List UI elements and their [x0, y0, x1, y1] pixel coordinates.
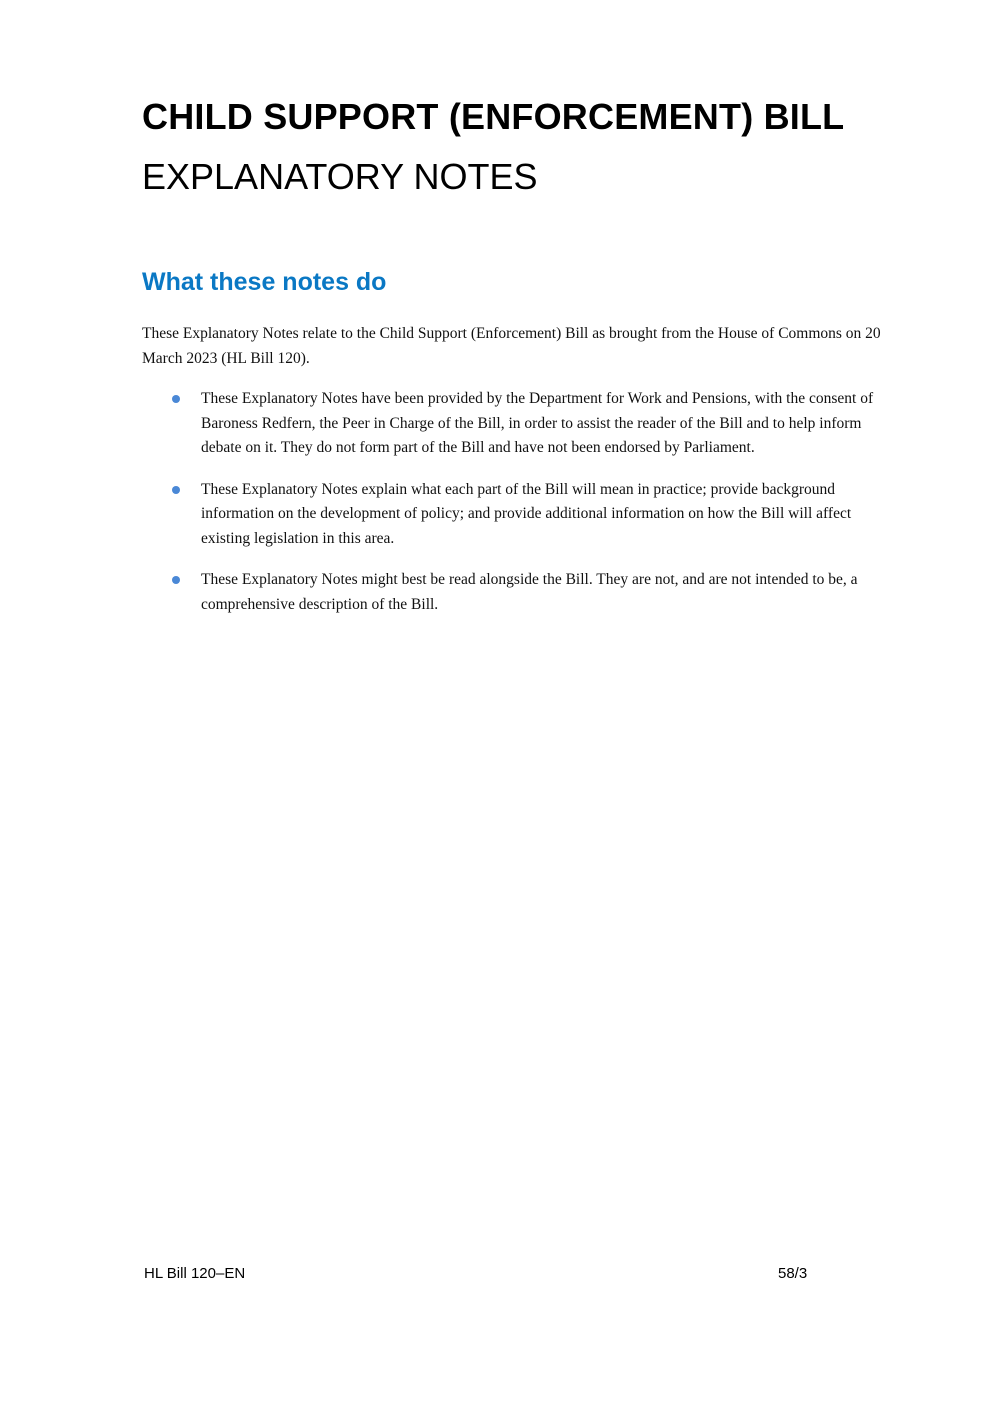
- list-item-text: These Explanatory Notes explain what each part of the Bill will mean in practice; provide background information on the development of policy; and provide additional information on how the Bill will affect existing legislation in this area.: [201, 480, 852, 547]
- footer-code: 58/3: [778, 1265, 808, 1282]
- list-item: [142, 478, 902, 552]
- bullet-dot-icon: [172, 486, 180, 494]
- section-heading: What these notes do: [142, 268, 387, 296]
- list-item: [142, 568, 902, 617]
- bullet-dot-icon: [172, 395, 180, 403]
- bullet-list: [142, 387, 902, 634]
- intro-paragraph: These Explanatory Notes relate to the Child Support (Enforcement) Bill as brought from the House of Commons on 20 March 2023 (HL Bill 120).: [142, 325, 881, 367]
- list-item: [142, 387, 902, 461]
- document-subtitle: EXPLANATORY NOTES: [142, 156, 538, 197]
- list-item-text: These Explanatory Notes might best be read alongside the Bill. They are not, and are not intended to be, a comprehensive description of the Bill.: [201, 571, 858, 613]
- footer-bill-reference: HL Bill 120–EN: [144, 1265, 246, 1282]
- list-item-text: These Explanatory Notes have been provided by the Department for Work and Pensions, with the consent of Baroness Redfern, the Peer in Charge of the Bill, in order to assist the reader of the Bill and to help inform debate on it. They do not form part of the Bill and have not been endorsed by Parliament.: [201, 390, 874, 456]
- document-title: CHILD SUPPORT (ENFORCEMENT) BILL: [142, 96, 845, 137]
- bullet-dot-icon: [172, 576, 180, 584]
